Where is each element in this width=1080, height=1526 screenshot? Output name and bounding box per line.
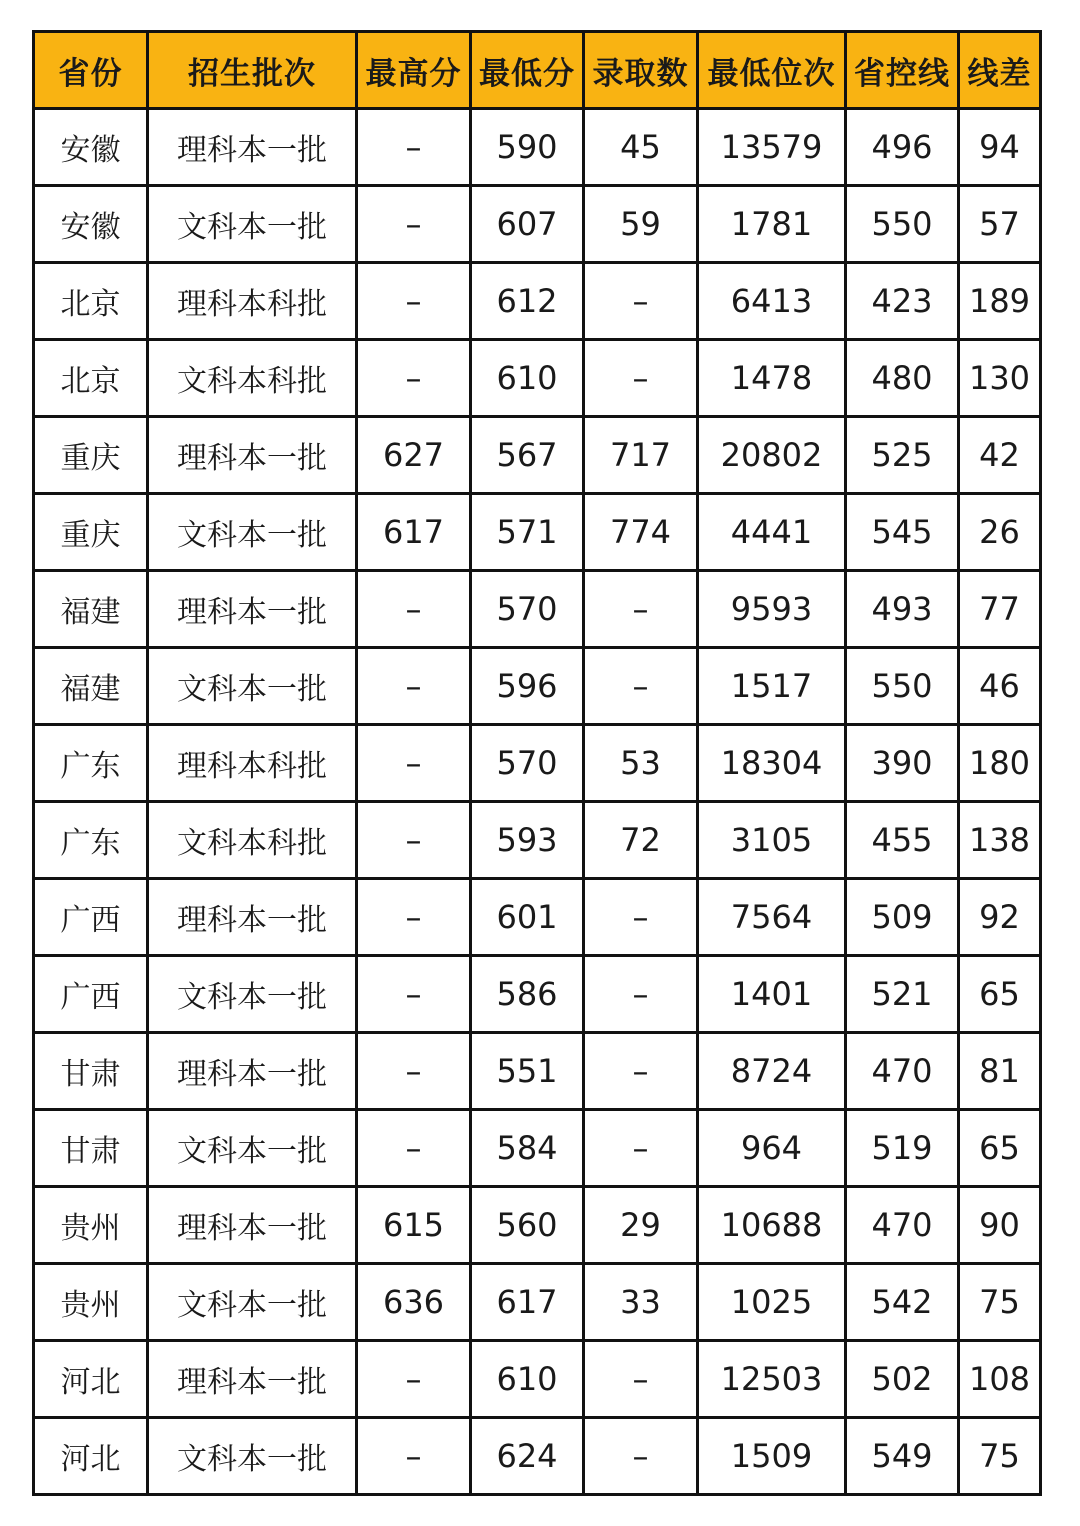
admitted-count-cell: – (584, 340, 698, 417)
batch-cell: 文科本一批 (148, 648, 357, 725)
header-admitted-count: 录取数 (584, 32, 698, 109)
min-score-cell: 601 (471, 879, 584, 956)
max-score-cell: – (357, 186, 471, 263)
line-diff-cell: 189 (959, 263, 1041, 340)
batch-cell: 文科本一批 (148, 1264, 357, 1341)
header-min-score: 最低分 (471, 32, 584, 109)
admitted-count-cell: – (584, 263, 698, 340)
control-line-cell: 519 (846, 1110, 959, 1187)
admitted-count-cell: – (584, 1033, 698, 1110)
min-rank-cell: 13579 (698, 109, 846, 186)
min-score-cell: 570 (471, 725, 584, 802)
admitted-count-cell: – (584, 1418, 698, 1495)
line-diff-cell: 180 (959, 725, 1041, 802)
table-row (34, 186, 1041, 263)
min-rank-cell: 1478 (698, 340, 846, 417)
min-score-cell: 551 (471, 1033, 584, 1110)
control-line-cell: 550 (846, 648, 959, 725)
batch-cell: 理科本一批 (148, 879, 357, 956)
min-rank-cell: 1509 (698, 1418, 846, 1495)
min-score-cell: 610 (471, 340, 584, 417)
min-score-cell: 590 (471, 109, 584, 186)
province-cell: 重庆 (34, 494, 148, 571)
table-row (34, 956, 1041, 1033)
batch-cell: 文科本一批 (148, 1110, 357, 1187)
batch-cell: 理科本一批 (148, 1033, 357, 1110)
min-score-cell: 560 (471, 1187, 584, 1264)
control-line-cell: 390 (846, 725, 959, 802)
line-diff-cell: 108 (959, 1341, 1041, 1418)
province-cell: 福建 (34, 571, 148, 648)
batch-cell: 文科本一批 (148, 186, 357, 263)
control-line-cell: 545 (846, 494, 959, 571)
control-line-cell: 521 (846, 956, 959, 1033)
table-row (34, 802, 1041, 879)
table-row (34, 1187, 1041, 1264)
province-cell: 福建 (34, 648, 148, 725)
province-cell: 北京 (34, 340, 148, 417)
table-row (34, 725, 1041, 802)
max-score-cell: – (357, 109, 471, 186)
province-cell: 广西 (34, 879, 148, 956)
line-diff-cell: 138 (959, 802, 1041, 879)
control-line-cell: 496 (846, 109, 959, 186)
header-min-rank: 最低位次 (698, 32, 846, 109)
control-line-cell: 542 (846, 1264, 959, 1341)
province-cell: 河北 (34, 1341, 148, 1418)
control-line-cell: 493 (846, 571, 959, 648)
province-cell: 北京 (34, 263, 148, 340)
header-max-score: 最高分 (357, 32, 471, 109)
batch-cell: 文科本一批 (148, 956, 357, 1033)
control-line-cell: 470 (846, 1187, 959, 1264)
line-diff-cell: 42 (959, 417, 1041, 494)
min-score-cell: 617 (471, 1264, 584, 1341)
min-score-cell: 586 (471, 956, 584, 1033)
max-score-cell: – (357, 1418, 471, 1495)
min-score-cell: 612 (471, 263, 584, 340)
line-diff-cell: 94 (959, 109, 1041, 186)
batch-cell: 文科本科批 (148, 340, 357, 417)
province-cell: 甘肃 (34, 1110, 148, 1187)
admitted-count-cell: 717 (584, 417, 698, 494)
province-cell: 广西 (34, 956, 148, 1033)
max-score-cell: – (357, 1341, 471, 1418)
table-row (34, 1341, 1041, 1418)
control-line-cell: 509 (846, 879, 959, 956)
control-line-cell: 480 (846, 340, 959, 417)
table-row (34, 1110, 1041, 1187)
batch-cell: 理科本科批 (148, 263, 357, 340)
header-batch: 招生批次 (148, 32, 357, 109)
table-row (34, 494, 1041, 571)
admitted-count-cell: – (584, 648, 698, 725)
line-diff-cell: 65 (959, 1110, 1041, 1187)
min-rank-cell: 9593 (698, 571, 846, 648)
table-body (34, 109, 1041, 1495)
province-cell: 安徽 (34, 186, 148, 263)
max-score-cell: 615 (357, 1187, 471, 1264)
table-row (34, 1418, 1041, 1495)
line-diff-cell: 65 (959, 956, 1041, 1033)
admitted-count-cell: – (584, 571, 698, 648)
max-score-cell: – (357, 725, 471, 802)
admitted-count-cell: 53 (584, 725, 698, 802)
control-line-cell: 455 (846, 802, 959, 879)
max-score-cell: – (357, 879, 471, 956)
table-row (34, 1264, 1041, 1341)
admitted-count-cell: 29 (584, 1187, 698, 1264)
province-cell: 广东 (34, 802, 148, 879)
batch-cell: 文科本一批 (148, 494, 357, 571)
control-line-cell: 423 (846, 263, 959, 340)
min-score-cell: 570 (471, 571, 584, 648)
admitted-count-cell: 45 (584, 109, 698, 186)
min-rank-cell: 6413 (698, 263, 846, 340)
province-cell: 贵州 (34, 1187, 148, 1264)
min-rank-cell: 8724 (698, 1033, 846, 1110)
table-header-row (34, 32, 1041, 109)
max-score-cell: – (357, 1033, 471, 1110)
header-province: 省份 (34, 32, 148, 109)
table-row (34, 1033, 1041, 1110)
control-line-cell: 549 (846, 1418, 959, 1495)
header-line-diff: 线差 (959, 32, 1041, 109)
province-cell: 重庆 (34, 417, 148, 494)
control-line-cell: 470 (846, 1033, 959, 1110)
min-score-cell: 567 (471, 417, 584, 494)
min-rank-cell: 18304 (698, 725, 846, 802)
admitted-count-cell: 59 (584, 186, 698, 263)
line-diff-cell: 81 (959, 1033, 1041, 1110)
min-rank-cell: 1781 (698, 186, 846, 263)
header-control-line: 省控线 (846, 32, 959, 109)
min-score-cell: 571 (471, 494, 584, 571)
max-score-cell: – (357, 1110, 471, 1187)
table-row (34, 340, 1041, 417)
table-row (34, 417, 1041, 494)
min-rank-cell: 10688 (698, 1187, 846, 1264)
batch-cell: 理科本一批 (148, 109, 357, 186)
admitted-count-cell: 33 (584, 1264, 698, 1341)
admission-score-table (32, 30, 1042, 1496)
province-cell: 安徽 (34, 109, 148, 186)
line-diff-cell: 130 (959, 340, 1041, 417)
admitted-count-cell: – (584, 879, 698, 956)
control-line-cell: 525 (846, 417, 959, 494)
batch-cell: 理科本一批 (148, 1187, 357, 1264)
min-rank-cell: 20802 (698, 417, 846, 494)
min-rank-cell: 7564 (698, 879, 846, 956)
max-score-cell: – (357, 263, 471, 340)
table-row (34, 571, 1041, 648)
admitted-count-cell: 774 (584, 494, 698, 571)
min-rank-cell: 12503 (698, 1341, 846, 1418)
batch-cell: 理科本一批 (148, 417, 357, 494)
min-score-cell: 584 (471, 1110, 584, 1187)
table-row (34, 109, 1041, 186)
control-line-cell: 502 (846, 1341, 959, 1418)
table-row (34, 263, 1041, 340)
max-score-cell: – (357, 802, 471, 879)
min-score-cell: 596 (471, 648, 584, 725)
batch-cell: 理科本科批 (148, 725, 357, 802)
line-diff-cell: 77 (959, 571, 1041, 648)
admitted-count-cell: – (584, 956, 698, 1033)
control-line-cell: 550 (846, 186, 959, 263)
line-diff-cell: 26 (959, 494, 1041, 571)
batch-cell: 理科本一批 (148, 571, 357, 648)
admitted-count-cell: 72 (584, 802, 698, 879)
province-cell: 贵州 (34, 1264, 148, 1341)
batch-cell: 文科本一批 (148, 1418, 357, 1495)
batch-cell: 理科本一批 (148, 1341, 357, 1418)
admitted-count-cell: – (584, 1341, 698, 1418)
table-row (34, 879, 1041, 956)
max-score-cell: – (357, 340, 471, 417)
max-score-cell: – (357, 956, 471, 1033)
province-cell: 甘肃 (34, 1033, 148, 1110)
max-score-cell: – (357, 648, 471, 725)
min-rank-cell: 964 (698, 1110, 846, 1187)
province-cell: 河北 (34, 1418, 148, 1495)
min-score-cell: 610 (471, 1341, 584, 1418)
line-diff-cell: 46 (959, 648, 1041, 725)
batch-cell: 文科本科批 (148, 802, 357, 879)
score-table-container (32, 30, 1042, 1496)
line-diff-cell: 75 (959, 1264, 1041, 1341)
max-score-cell: 636 (357, 1264, 471, 1341)
min-score-cell: 593 (471, 802, 584, 879)
min-rank-cell: 3105 (698, 802, 846, 879)
admitted-count-cell: – (584, 1110, 698, 1187)
line-diff-cell: 92 (959, 879, 1041, 956)
min-rank-cell: 1517 (698, 648, 846, 725)
line-diff-cell: 90 (959, 1187, 1041, 1264)
max-score-cell: – (357, 571, 471, 648)
min-score-cell: 607 (471, 186, 584, 263)
max-score-cell: 627 (357, 417, 471, 494)
min-score-cell: 624 (471, 1418, 584, 1495)
line-diff-cell: 75 (959, 1418, 1041, 1495)
min-rank-cell: 4441 (698, 494, 846, 571)
max-score-cell: 617 (357, 494, 471, 571)
min-rank-cell: 1025 (698, 1264, 846, 1341)
province-cell: 广东 (34, 725, 148, 802)
min-rank-cell: 1401 (698, 956, 846, 1033)
line-diff-cell: 57 (959, 186, 1041, 263)
table-row (34, 648, 1041, 725)
